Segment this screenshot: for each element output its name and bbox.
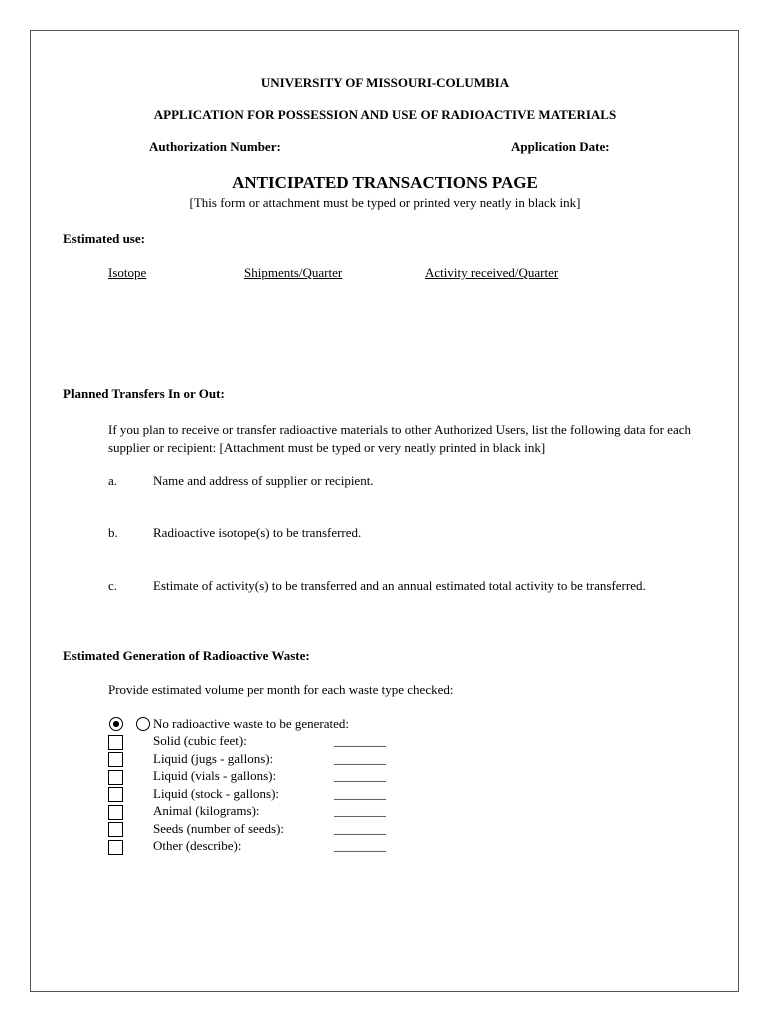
solid-label: Solid (cubic feet): <box>153 733 247 748</box>
other-blank[interactable]: ________ <box>334 838 386 853</box>
authorization-number-label: Authorization Number: <box>149 139 281 154</box>
liquid-jugs-blank[interactable]: ________ <box>334 751 386 766</box>
page-title: ANTICIPATED TRANSACTIONS PAGE <box>232 173 538 192</box>
liquid-jugs-checkbox[interactable] <box>108 752 123 767</box>
no-waste-radio[interactable] <box>136 717 150 731</box>
liquid-vials-checkbox[interactable] <box>108 770 123 785</box>
liquid-stock-blank[interactable]: ________ <box>334 786 386 801</box>
solid-blank[interactable]: ________ <box>334 733 386 748</box>
liquid-jugs-label: Liquid (jugs - gallons): <box>153 751 274 766</box>
item-b-letter: b. <box>108 525 118 540</box>
other-checkbox[interactable] <box>108 840 123 855</box>
no-waste-label: No radioactive waste to be generated: <box>153 716 349 731</box>
planned-transfers-intro: If you plan to receive or transfer radioactive materials to other Authorized Users, list the following data for each supplier or recipient: [Attachment must be typed or very neatly printed in black ink] <box>108 422 691 455</box>
application-date-label: Application Date: <box>511 139 610 154</box>
instructions-text: [This form or attachment must be typed or printed very neatly in black ink] <box>189 195 581 210</box>
item-b-text: Radioactive isotope(s) to be transferred. <box>153 525 362 540</box>
application-title: APPLICATION FOR POSSESSION AND USE OF RADIOACTIVE MATERIALS <box>153 107 617 122</box>
planned-transfers-heading: Planned Transfers In or Out: <box>63 386 225 401</box>
column-isotope: Isotope <box>108 265 147 280</box>
item-a-text: Name and address of supplier or recipient. <box>153 473 374 488</box>
item-c-letter: c. <box>108 578 118 593</box>
liquid-stock-label: Liquid (stock - gallons): <box>153 786 280 801</box>
column-activity-received: Activity received/Quarter <box>425 265 559 280</box>
solid-checkbox[interactable] <box>108 735 123 750</box>
animal-label: Animal (kilograms): <box>153 803 260 818</box>
seeds-blank[interactable]: ________ <box>334 821 386 836</box>
animal-blank[interactable]: ________ <box>334 803 386 818</box>
waste-heading: Estimated Generation of Radioactive Waste: <box>63 648 310 663</box>
item-a-letter: a. <box>108 473 118 488</box>
seeds-label: Seeds (number of seeds): <box>153 821 285 836</box>
liquid-vials-blank[interactable]: ________ <box>334 768 386 783</box>
seeds-checkbox[interactable] <box>108 822 123 837</box>
other-label: Other (describe): <box>153 838 242 853</box>
liquid-vials-label: Liquid (vials - gallons): <box>153 768 277 783</box>
university-name: UNIVERSITY OF MISSOURI-COLUMBIA <box>260 75 510 90</box>
estimated-use-heading: Estimated use: <box>63 231 145 246</box>
liquid-stock-checkbox[interactable] <box>108 787 123 802</box>
column-shipments-quarter: Shipments/Quarter <box>244 265 343 280</box>
waste-instruction: Provide estimated volume per month for each waste type checked: <box>108 682 454 697</box>
item-c-text: Estimate of activity(s) to be transferred and an annual estimated total activity to be transferred. <box>153 578 646 593</box>
no-waste-selected-radio[interactable] <box>109 717 123 731</box>
animal-checkbox[interactable] <box>108 805 123 820</box>
